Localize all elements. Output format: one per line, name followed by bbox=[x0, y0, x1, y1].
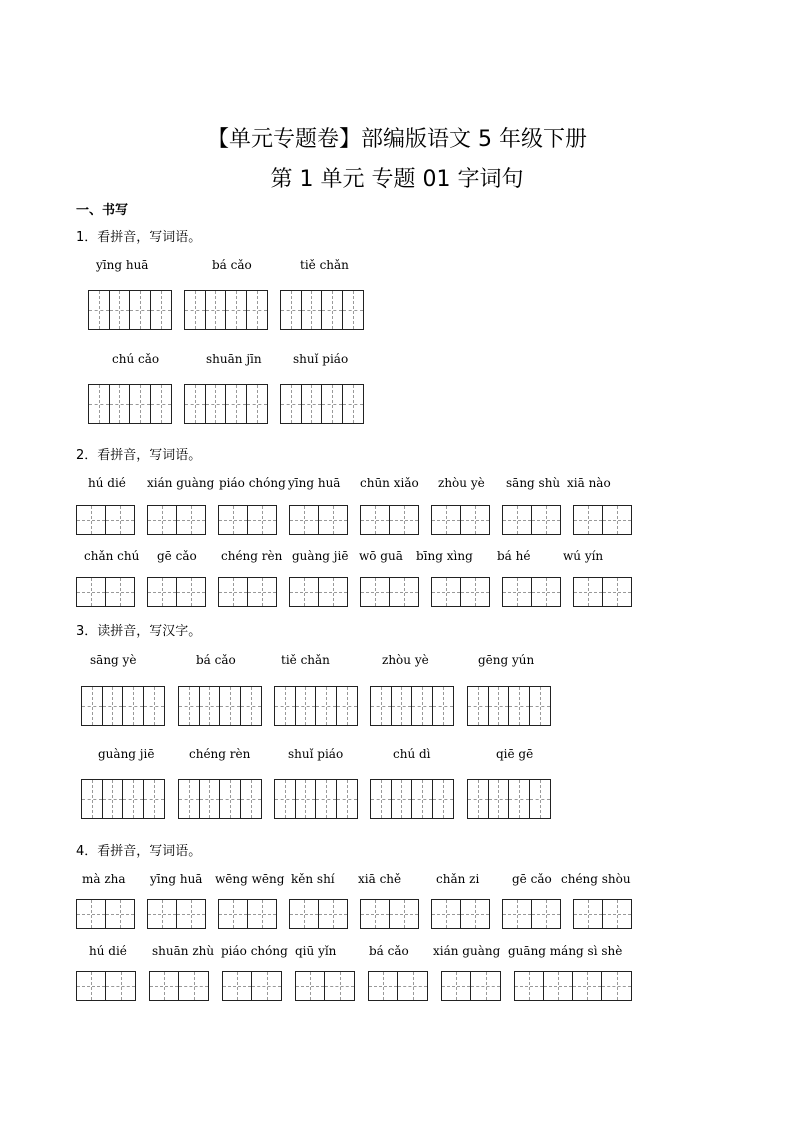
grid-cell[interactable] bbox=[471, 972, 500, 1000]
pinyin-label: sāng shù bbox=[506, 476, 561, 490]
grid-cell[interactable] bbox=[532, 506, 561, 534]
writing-grid[interactable] bbox=[502, 505, 561, 535]
grid-cell[interactable] bbox=[185, 385, 206, 423]
grid-cell[interactable] bbox=[219, 506, 248, 534]
question-1-label: 1．看拼音，写词语。 bbox=[76, 230, 202, 245]
writing-grid[interactable] bbox=[76, 899, 135, 929]
grid-cell[interactable] bbox=[248, 900, 277, 928]
grid-cell[interactable] bbox=[148, 900, 177, 928]
pinyin-label: qiē gē bbox=[496, 747, 534, 761]
grid-cell[interactable] bbox=[219, 900, 248, 928]
grid-cell[interactable] bbox=[509, 780, 530, 818]
grid-cell[interactable] bbox=[185, 291, 206, 329]
writing-grid[interactable] bbox=[514, 971, 632, 1001]
pinyin-label: chú dì bbox=[393, 747, 431, 761]
writing-grid[interactable] bbox=[76, 971, 136, 1001]
grid-cell[interactable] bbox=[179, 687, 200, 725]
grid-cell[interactable] bbox=[290, 900, 319, 928]
writing-grid[interactable] bbox=[76, 505, 135, 535]
writing-grid[interactable] bbox=[88, 290, 172, 330]
grid-cell[interactable] bbox=[515, 972, 544, 1000]
writing-grid[interactable] bbox=[184, 384, 268, 424]
grid-cell[interactable] bbox=[82, 780, 103, 818]
writing-grid[interactable] bbox=[218, 577, 277, 607]
grid-cell[interactable] bbox=[200, 780, 221, 818]
grid-cell[interactable] bbox=[150, 972, 179, 1000]
pinyin-label: piáo chóng bbox=[221, 944, 288, 958]
pinyin-label: xiā nào bbox=[567, 476, 611, 490]
pinyin-label: bīng xìng bbox=[416, 549, 473, 563]
pinyin-label: bá cǎo bbox=[196, 653, 236, 667]
question-2-label: 2．看拼音，写词语。 bbox=[76, 448, 202, 463]
pinyin-label: gēng yún bbox=[478, 653, 535, 667]
pinyin-label: gē cǎo bbox=[512, 872, 552, 886]
pinyin-label: bá hé bbox=[497, 549, 531, 563]
pinyin-label: gē cǎo bbox=[157, 549, 197, 563]
grid-cell[interactable] bbox=[177, 900, 206, 928]
writing-grid[interactable] bbox=[76, 577, 135, 607]
pinyin-label: yīng huā bbox=[288, 476, 341, 490]
grid-cell[interactable] bbox=[361, 506, 390, 534]
pinyin-label: shuān zhù bbox=[152, 944, 215, 958]
grid-cell[interactable] bbox=[412, 780, 433, 818]
pinyin-label: guàng jiē bbox=[98, 747, 155, 761]
grid-cell[interactable] bbox=[432, 900, 461, 928]
grid-cell[interactable] bbox=[461, 578, 490, 606]
pinyin-label: chūn xiǎo bbox=[360, 476, 419, 490]
grid-cell[interactable] bbox=[398, 972, 427, 1000]
grid-cell[interactable] bbox=[302, 291, 323, 329]
grid-cell[interactable] bbox=[130, 385, 151, 423]
grid-cell[interactable] bbox=[247, 385, 268, 423]
writing-grid[interactable] bbox=[81, 686, 165, 726]
writing-grid[interactable] bbox=[431, 899, 490, 929]
writing-grid[interactable] bbox=[178, 779, 262, 819]
grid-cell[interactable] bbox=[319, 578, 348, 606]
grid-cell[interactable] bbox=[275, 780, 296, 818]
section-heading: 一、书写 bbox=[76, 203, 129, 218]
writing-grid[interactable] bbox=[222, 971, 282, 1001]
writing-grid[interactable] bbox=[360, 899, 419, 929]
grid-cell[interactable] bbox=[319, 506, 348, 534]
pinyin-label: xián guàng bbox=[147, 476, 215, 490]
grid-cell[interactable] bbox=[503, 900, 532, 928]
writing-grid[interactable] bbox=[147, 505, 206, 535]
pinyin-label: wú yín bbox=[563, 549, 604, 563]
grid-cell[interactable] bbox=[252, 972, 281, 1000]
pinyin-label: chéng shòu bbox=[561, 872, 631, 886]
pinyin-label: hú dié bbox=[89, 944, 127, 958]
grid-cell[interactable] bbox=[77, 900, 106, 928]
grid-cell[interactable] bbox=[361, 578, 390, 606]
pinyin-label: chéng rèn bbox=[221, 549, 283, 563]
pinyin-label: guàng jiē bbox=[292, 549, 349, 563]
writing-grid[interactable] bbox=[502, 899, 561, 929]
pinyin-label: xián guàng bbox=[433, 944, 501, 958]
writing-grid[interactable] bbox=[289, 577, 348, 607]
grid-cell[interactable] bbox=[106, 972, 135, 1000]
grid-cell[interactable] bbox=[319, 900, 348, 928]
question-4-label: 4．看拼音，写词语。 bbox=[76, 844, 202, 859]
grid-cell[interactable] bbox=[241, 687, 262, 725]
grid-cell[interactable] bbox=[226, 385, 247, 423]
grid-cell[interactable] bbox=[103, 687, 124, 725]
writing-grid[interactable] bbox=[441, 971, 501, 1001]
grid-cell[interactable] bbox=[281, 385, 302, 423]
writing-grid[interactable] bbox=[467, 686, 551, 726]
grid-cell[interactable] bbox=[82, 687, 103, 725]
grid-cell[interactable] bbox=[371, 687, 392, 725]
writing-grid[interactable] bbox=[573, 899, 632, 929]
grid-cell[interactable] bbox=[106, 900, 135, 928]
grid-cell[interactable] bbox=[106, 506, 135, 534]
pinyin-label: chéng rèn bbox=[189, 747, 251, 761]
grid-cell[interactable] bbox=[390, 900, 419, 928]
grid-cell[interactable] bbox=[226, 291, 247, 329]
grid-cell[interactable] bbox=[343, 385, 364, 423]
grid-cell[interactable] bbox=[573, 972, 602, 1000]
grid-cell[interactable] bbox=[106, 578, 135, 606]
writing-grid[interactable] bbox=[218, 899, 277, 929]
grid-cell[interactable] bbox=[369, 972, 398, 1000]
pinyin-label: qiū yǐn bbox=[295, 944, 337, 958]
writing-grid[interactable] bbox=[88, 384, 172, 424]
grid-cell[interactable] bbox=[530, 780, 551, 818]
grid-cell[interactable] bbox=[325, 972, 354, 1000]
grid-cell[interactable] bbox=[302, 385, 323, 423]
writing-grid[interactable] bbox=[280, 384, 364, 424]
grid-cell[interactable] bbox=[322, 385, 343, 423]
pinyin-label: sāng yè bbox=[90, 653, 137, 667]
grid-cell[interactable] bbox=[77, 578, 106, 606]
grid-cell[interactable] bbox=[461, 506, 490, 534]
grid-cell[interactable] bbox=[468, 687, 489, 725]
grid-cell[interactable] bbox=[442, 972, 471, 1000]
worksheet-subtitle: 第 1 单元 专题 01 字词句 bbox=[270, 167, 524, 192]
writing-grid[interactable] bbox=[360, 505, 419, 535]
writing-grid[interactable] bbox=[467, 779, 551, 819]
grid-cell[interactable] bbox=[151, 291, 172, 329]
writing-grid[interactable] bbox=[81, 779, 165, 819]
grid-cell[interactable] bbox=[296, 687, 317, 725]
grid-cell[interactable] bbox=[361, 900, 390, 928]
grid-cell[interactable] bbox=[148, 506, 177, 534]
grid-cell[interactable] bbox=[433, 780, 454, 818]
grid-cell[interactable] bbox=[337, 780, 358, 818]
pinyin-label: chú cǎo bbox=[112, 352, 160, 366]
grid-cell[interactable] bbox=[248, 578, 277, 606]
grid-cell[interactable] bbox=[603, 506, 632, 534]
grid-cell[interactable] bbox=[530, 687, 551, 725]
pinyin-label: tiě chǎn bbox=[281, 653, 330, 667]
grid-cell[interactable] bbox=[290, 506, 319, 534]
grid-cell[interactable] bbox=[574, 578, 603, 606]
grid-cell[interactable] bbox=[148, 578, 177, 606]
grid-cell[interactable] bbox=[103, 780, 124, 818]
question-3-label: 3．读拼音，写汉字。 bbox=[76, 624, 202, 639]
grid-cell[interactable] bbox=[206, 385, 227, 423]
writing-grid[interactable] bbox=[149, 971, 209, 1001]
pinyin-label: guāng máng sì shè bbox=[508, 944, 623, 958]
grid-cell[interactable] bbox=[110, 385, 131, 423]
pinyin-label: piáo chóng bbox=[219, 476, 286, 490]
writing-grid[interactable] bbox=[184, 290, 268, 330]
grid-cell[interactable] bbox=[337, 687, 358, 725]
writing-grid[interactable] bbox=[370, 686, 454, 726]
worksheet-title: 【单元专题卷】部编版语文 5 年级下册 bbox=[207, 127, 587, 152]
pinyin-label: bá cǎo bbox=[212, 258, 252, 272]
grid-cell[interactable] bbox=[509, 687, 530, 725]
writing-grid[interactable] bbox=[573, 505, 632, 535]
grid-cell[interactable] bbox=[489, 780, 510, 818]
writing-grid[interactable] bbox=[502, 577, 561, 607]
grid-cell[interactable] bbox=[602, 972, 631, 1000]
grid-cell[interactable] bbox=[206, 291, 227, 329]
grid-cell[interactable] bbox=[200, 687, 221, 725]
pinyin-label: mà zha bbox=[82, 872, 126, 886]
grid-cell[interactable] bbox=[432, 506, 461, 534]
grid-cell[interactable] bbox=[151, 385, 172, 423]
grid-cell[interactable] bbox=[290, 578, 319, 606]
grid-cell[interactable] bbox=[433, 687, 454, 725]
grid-cell[interactable] bbox=[392, 780, 413, 818]
grid-cell[interactable] bbox=[144, 780, 165, 818]
grid-cell[interactable] bbox=[220, 687, 241, 725]
pinyin-label: yīng huā bbox=[150, 872, 203, 886]
pinyin-label: chǎn zi bbox=[436, 872, 480, 886]
writing-grid[interactable] bbox=[368, 971, 428, 1001]
grid-cell[interactable] bbox=[603, 578, 632, 606]
grid-cell[interactable] bbox=[177, 506, 206, 534]
writing-grid[interactable] bbox=[147, 577, 206, 607]
pinyin-label: shuǐ piáo bbox=[288, 747, 344, 761]
writing-grid[interactable] bbox=[431, 505, 490, 535]
grid-cell[interactable] bbox=[220, 780, 241, 818]
grid-cell[interactable] bbox=[574, 506, 603, 534]
grid-cell[interactable] bbox=[316, 687, 337, 725]
grid-cell[interactable] bbox=[574, 900, 603, 928]
grid-cell[interactable] bbox=[316, 780, 337, 818]
grid-cell[interactable] bbox=[177, 578, 206, 606]
grid-cell[interactable] bbox=[144, 687, 165, 725]
grid-cell[interactable] bbox=[179, 780, 200, 818]
writing-grid[interactable] bbox=[178, 686, 262, 726]
writing-grid[interactable] bbox=[274, 686, 358, 726]
writing-grid[interactable] bbox=[274, 779, 358, 819]
pinyin-label: wō guā bbox=[359, 549, 403, 563]
pinyin-label: yīng huā bbox=[96, 258, 149, 272]
grid-cell[interactable] bbox=[123, 687, 144, 725]
grid-cell[interactable] bbox=[603, 900, 632, 928]
pinyin-label: zhòu yè bbox=[438, 476, 485, 490]
writing-grid[interactable] bbox=[280, 290, 364, 330]
writing-grid[interactable] bbox=[431, 577, 490, 607]
grid-cell[interactable] bbox=[248, 506, 277, 534]
grid-cell[interactable] bbox=[223, 972, 252, 1000]
writing-grid[interactable] bbox=[370, 779, 454, 819]
pinyin-label: kěn shí bbox=[291, 872, 335, 886]
grid-cell[interactable] bbox=[544, 972, 573, 1000]
grid-cell[interactable] bbox=[390, 506, 419, 534]
grid-cell[interactable] bbox=[89, 291, 110, 329]
grid-cell[interactable] bbox=[110, 291, 131, 329]
pinyin-label: bá cǎo bbox=[369, 944, 409, 958]
grid-cell[interactable] bbox=[503, 578, 532, 606]
grid-cell[interactable] bbox=[247, 291, 268, 329]
writing-grid[interactable] bbox=[289, 505, 348, 535]
grid-cell[interactable] bbox=[123, 780, 144, 818]
grid-cell[interactable] bbox=[219, 578, 248, 606]
grid-cell[interactable] bbox=[390, 578, 419, 606]
pinyin-label: zhòu yè bbox=[382, 653, 429, 667]
pinyin-label: shuān jīn bbox=[206, 352, 262, 366]
writing-grid[interactable] bbox=[289, 899, 348, 929]
writing-grid[interactable] bbox=[573, 577, 632, 607]
grid-cell[interactable] bbox=[532, 578, 561, 606]
writing-grid[interactable] bbox=[218, 505, 277, 535]
grid-cell[interactable] bbox=[77, 972, 106, 1000]
grid-cell[interactable] bbox=[489, 687, 510, 725]
grid-cell[interactable] bbox=[179, 972, 208, 1000]
grid-cell[interactable] bbox=[296, 780, 317, 818]
grid-cell[interactable] bbox=[532, 900, 561, 928]
pinyin-label: xiā chě bbox=[358, 872, 402, 886]
grid-cell[interactable] bbox=[275, 687, 296, 725]
grid-cell[interactable] bbox=[371, 780, 392, 818]
grid-cell[interactable] bbox=[77, 506, 106, 534]
grid-cell[interactable] bbox=[432, 578, 461, 606]
writing-grid[interactable] bbox=[295, 971, 355, 1001]
grid-cell[interactable] bbox=[461, 900, 490, 928]
grid-cell[interactable] bbox=[281, 291, 302, 329]
grid-cell[interactable] bbox=[130, 291, 151, 329]
grid-cell[interactable] bbox=[412, 687, 433, 725]
pinyin-label: tiě chǎn bbox=[300, 258, 349, 272]
grid-cell[interactable] bbox=[241, 780, 262, 818]
grid-cell[interactable] bbox=[343, 291, 364, 329]
grid-cell[interactable] bbox=[89, 385, 110, 423]
grid-cell[interactable] bbox=[468, 780, 489, 818]
grid-cell[interactable] bbox=[322, 291, 343, 329]
grid-cell[interactable] bbox=[503, 506, 532, 534]
grid-cell[interactable] bbox=[392, 687, 413, 725]
pinyin-label: hú dié bbox=[88, 476, 126, 490]
pinyin-label: shuǐ piáo bbox=[293, 352, 349, 366]
pinyin-label: wēng wēng bbox=[215, 872, 285, 886]
pinyin-label: chǎn chú bbox=[84, 549, 140, 563]
writing-grid[interactable] bbox=[360, 577, 419, 607]
grid-cell[interactable] bbox=[296, 972, 325, 1000]
writing-grid[interactable] bbox=[147, 899, 206, 929]
